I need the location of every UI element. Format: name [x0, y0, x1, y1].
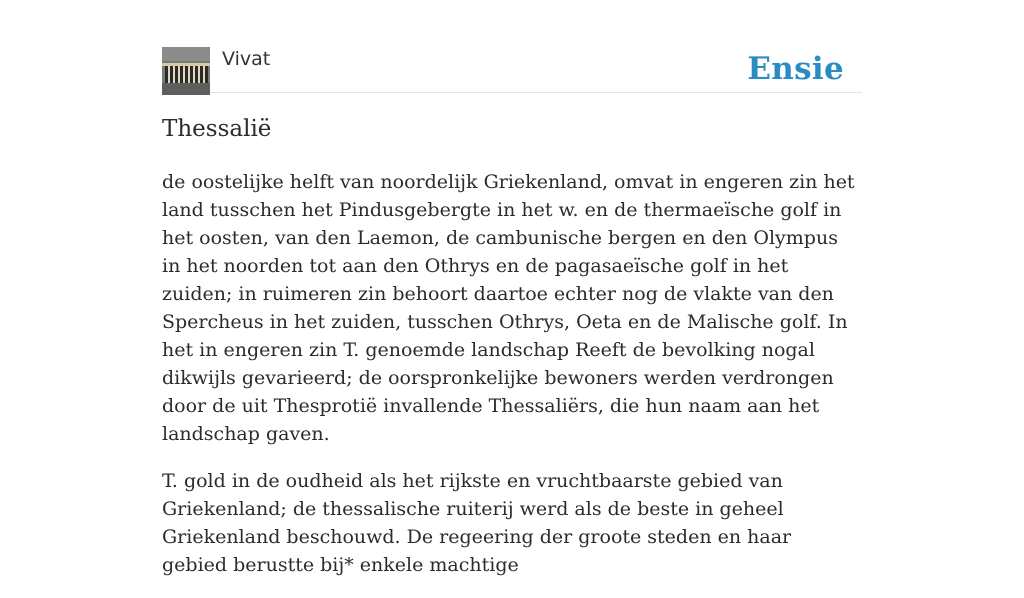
article-body — [162, 168, 862, 598]
bookshelf-avatar-icon — [162, 47, 210, 95]
page-title: Thessalië — [162, 116, 272, 142]
brand-logo[interactable]: Ensie — [747, 51, 844, 87]
paragraph: T. gold in de oudheid als het rijkste en vruchtbaarste gebied van Griekenland; de thessalische ruiterij werd als de beste in geheel Griekenland beschouwd. De regeering der groote steden en haar gebied berustte bij* enkele machtige — [162, 470, 792, 576]
paragraph: de oostelijke helft van noordelijk Griekenland, omvat in engeren zin het land tusschen het Pindusgebergte in het w. en de thermaeïsche golf in het oosten, van den Laemon, de cambunische bergen en den Olympus in het noorden tot aan den Othrys en de pagasaeïsche golf in het zuiden; in ruimeren zin behoort daartoe echter nog de vlakte van den Spercheus in het zuiden, tusschen Othrys, Oeta en de Malische golf. In het in engeren zin T. genoemde landschap Reeft de bevolking nogal dikwijls gevarieerd; de oorspronkelijke bewoners werden verdrongen door de uit Thesprotië invallende Thessaliërs, die hun naam aan het landschap gaven. — [162, 171, 855, 445]
header — [162, 46, 862, 93]
source-name[interactable]: Vivat — [222, 48, 271, 70]
avatar[interactable] — [162, 47, 210, 95]
